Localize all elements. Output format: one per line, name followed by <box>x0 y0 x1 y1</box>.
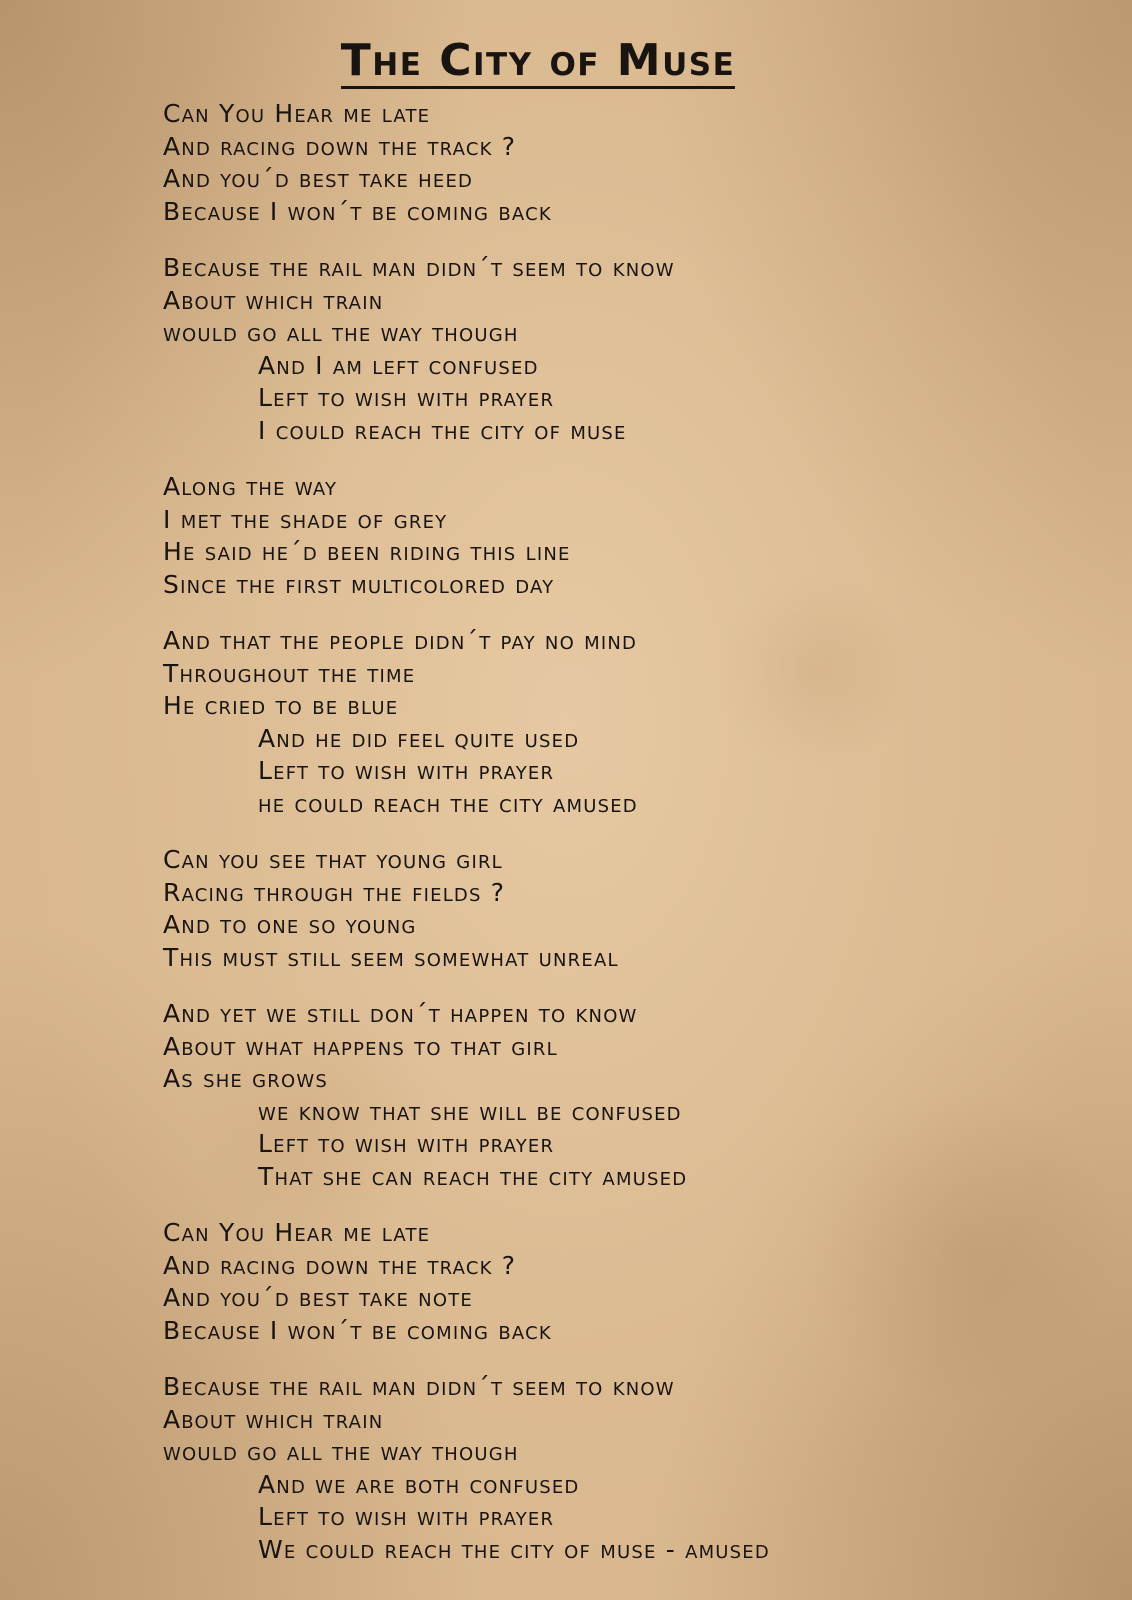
poem-line: And racing down the track ? <box>163 1250 517 1280</box>
poem-line: Can You Hear me late <box>163 1218 431 1247</box>
poem-line-indented: We could reach the city of muse - amused <box>258 1534 770 1564</box>
poem-line-indented: he could reach the city amused <box>258 788 638 818</box>
poem-line: He said he´d been riding this line <box>163 537 571 566</box>
poem-line: Since the first multicolored day <box>163 569 555 599</box>
poem-line: And that the people didn´t pay no mind <box>163 626 638 655</box>
poem-line-indented: And I am left confused <box>258 350 539 380</box>
stanza <box>163 471 1103 601</box>
poem-line: And yet we still don´t happen to know <box>163 999 638 1028</box>
poem-line: This must still seem somewhat unreal <box>163 942 619 972</box>
poem-line-indented: Left to wish with prayer <box>258 756 555 785</box>
poem-line: About which train <box>163 285 384 315</box>
poem-line-indented: Left to wish with prayer <box>258 1129 555 1158</box>
poem-line: He cried to be blue <box>163 691 399 720</box>
stanza <box>163 844 1103 974</box>
poem-body <box>163 98 1103 1590</box>
poem-line: About which train <box>163 1404 384 1434</box>
poem-line-indented: Left to wish with prayer <box>258 383 555 412</box>
stanza <box>163 1217 1103 1347</box>
poem-title <box>0 35 1076 87</box>
poem-line: As she grows <box>163 1064 329 1093</box>
poem-line: Throughout the time <box>163 658 416 688</box>
poem-line: Because the rail man didn´t seem to know <box>163 1372 675 1401</box>
poem-line: Along the way <box>163 472 338 501</box>
stanza <box>163 1371 1103 1566</box>
poem-line: And you´d best take heed <box>163 164 474 193</box>
poem-line: And you´d best take note <box>163 1283 473 1312</box>
poem-line-indented: And we are both confused <box>258 1469 580 1499</box>
poem-line: And racing down the track ? <box>163 131 517 161</box>
poem-line: Racing through the fields ? <box>163 877 506 907</box>
poem-line: Because I won´t be coming back <box>163 1315 552 1345</box>
poem-line: And to one so young <box>163 910 417 939</box>
poem-line: Because the rail man didn´t seem to know <box>163 253 675 282</box>
poem-line-indented: Left to wish with prayer <box>258 1502 555 1531</box>
stanza <box>163 252 1103 447</box>
poem-title-text: The City of Muse <box>341 35 736 89</box>
poem-line-indented: That she can reach the city amused <box>258 1161 688 1191</box>
poem-line-indented: we know that she will be confused <box>258 1096 682 1126</box>
poem-line-indented: I could reach the city of muse <box>258 415 627 445</box>
poem-line: I met the shade of grey <box>163 504 448 534</box>
stanza <box>163 998 1103 1193</box>
poem-line: About what happens to that girl <box>163 1031 558 1061</box>
stanza <box>163 625 1103 820</box>
stanza <box>163 98 1103 228</box>
poem-line: Because I won´t be coming back <box>163 196 552 226</box>
poem-line: would go all the way though <box>163 1437 519 1466</box>
poem-line: would go all the way though <box>163 318 519 347</box>
poem-line: Can You Hear me late <box>163 99 431 128</box>
poem-line-indented: And he did feel quite used <box>258 723 580 753</box>
poem-line: Can you see that young girl <box>163 845 503 874</box>
